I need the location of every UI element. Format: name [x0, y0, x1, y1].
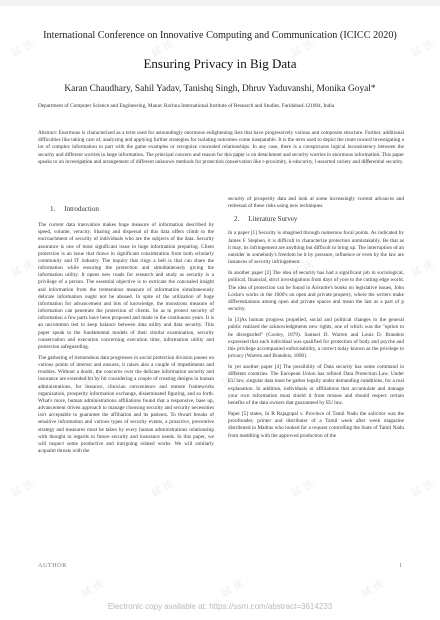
intro-section-heading: [50, 206, 214, 213]
watermark-mark: 試 读: [359, 368, 386, 390]
page-top-strip: [0, 0, 440, 6]
watermark-mark: 試 读: [219, 368, 246, 390]
section-title: Introduction: [64, 205, 99, 213]
conference-header: International Conference on Innovative Computing and Communication (ICICC 2020): [43, 30, 397, 41]
paper-title: Ensuring Privacy in Big Data: [143, 56, 297, 71]
footer-author-label: AUTHOR: [38, 562, 67, 569]
literature-paragraph-4: In yet another paper [4] The possibility of Data security has some command in different countries. The European Union has refined Data Protection Law. Under EU law, singular data must be gather legally under demanding conditions, for a real explanation. In addition, individuals or affiliations that accumulate and manage your own information must shield it from misuse and should respect certain benefits of the data owners that guaranteed by EU law.: [228, 364, 404, 406]
section-title: Literature Survey: [248, 215, 298, 224]
intro-paragraph-1: The current data innovation makes huge measure of information described by speed, volume, veracity. Sharing and dispersal of this data offers climb to the encroachment of security of individuals who are the subjects of the data. Security assurance is one of most significant issue in huge information preparing. Client protection is an issue that draws in significant consideration from both scholarly community and IT industry. The inquiry that rings a bell is that can share the information while ensuring the protection and simultaneously giving the information utility. It opens new roads for research and study as security is a privilege of a person. The essential objective is to extricate the concealed insight and information from the tremendous measure of information simultaneously delicate information ought not be abused. In spite of the utilization of huge information for advancement and bits of knowledge, the monstrous measure of information can penetrate the protection of clients. So as to protect security of information a few parts have been proposed and made in the continuous years. It is an uncommon test to keep balance between data utility and data security. This paper speak to the fundamental models of their similar examination, security conservation and execution concerning execution time, information utility and protection safeguarding.: [38, 222, 214, 350]
ssrn-availability-note: Electronic copy available at: https://ssrn.com/abstract=3614233: [107, 602, 333, 611]
intro-continuation: security of prosperity data and look at some increasingly current advances and redressal of these risks using new techniques.: [228, 196, 404, 210]
watermark-mark: 試 读: [149, 258, 176, 280]
watermark-mark: 試 读: [79, 578, 106, 600]
page-number: 1: [399, 562, 403, 569]
watermark-mark: 試 读: [79, 148, 106, 170]
watermark-mark: 試 读: [289, 478, 316, 500]
section-number: 2.: [234, 215, 240, 224]
watermark-mark: 試 读: [359, 578, 386, 600]
literature-paragraph-1: In a paper [1] Security is imagined through numerous focal points. As indicated by James F. Stephen, it is difficult to characterize protection unmistakably. Be that as it may, its infringement are anything but difficult to bring up. The interruption of an outsider in somebody's freedom be it by pressure, influence or even by the law are instances of security infringement.: [228, 230, 404, 266]
watermark-mark: 試 读: [409, 258, 436, 280]
watermark-mark: 試 读: [289, 38, 316, 60]
watermark-mark: 試 读: [9, 38, 36, 60]
literature-paragraph-3: In [3]As human progress propelled, social and political changes to the general public realized the acknowledgments new rights, one of which was the "option to be disregarded" (Cooley, 1879). Samuel D. Warren and Louis D. Brandeis expressed that each individual was qualified for protection of body and psyche and this privilege accompanied enforceability, a correct today known as the privilege to privacy (Warren and Brandeis, 1890).: [228, 317, 404, 359]
literature-section-heading: [234, 216, 404, 223]
watermark-mark: 試 读: [289, 258, 316, 280]
affiliation: Department of Computer Science and Engineering, Manav Rachna International Institute of Research and Studies, Faridabad-121004, India: [38, 103, 335, 109]
watermark-mark: 試 读: [409, 478, 436, 500]
author-list: Karan Chaudhary, Sahil Yadav, Tanishq Singh, Dhruv Yaduvanshi, Monika Goyal*: [64, 84, 376, 94]
watermark-mark: 試 读: [219, 148, 246, 170]
left-column: [38, 196, 214, 455]
literature-paragraph-5: Paper [5] states, In R Rajagopal v. Province of Tamil Nadu the solicitor was the proofreader, printer and distributer of a Tamil week after week magazine distributed in Madras who looked for a request controlling the State of Tamil Nadu from meddling with the approved production of the: [228, 411, 404, 439]
watermark-mark: 試 读: [79, 368, 106, 390]
watermark-mark: 試 读: [9, 478, 36, 500]
abstract: Abstract: Enormous is characterized as a term used for astoundingly enormous enlightening lists that have progressively various and composite structure. Further, additional difficulties like taking care of, analyzing and applying further strategies for isolating outcomes come inseparable. It is the term used to depict the route toward investigating a lot of complex information to part with the game examples or recognize concealed relationships. In any case, there is a conspicuous logical inconsistency between the security and different worries in large information. The principal concern and reason for this paper is on detachment and security worries in enormous information. This paper speaks to on investigation and arrangement of different unknown methods for protection conservation like t-proximity, k-obscurity, l-assorted variety and differential security.: [38, 130, 404, 165]
section-number: 1.: [50, 205, 56, 213]
watermark-mark: 試 读: [149, 38, 176, 60]
watermark-mark: 試 读: [409, 38, 436, 60]
intro-paragraph-2: The gathering of tremendous data progresses in social protection division passes on various points of interest and ensures, it raises also a couple of impediments and troubles. Without a doubt, the concerns over the delicate information security and insurance are extended bit by bit considering a couple of creating designs in human administrations, for instance, clinician convenience and remote frameworks organization, prosperity information exchange, disseminated figuring, and so forth. What's more, human administrations affiliations found that a responsive, base up, advancement driven approach to manage choosing security and security necessities isn't acceptable to guarantee the affiliation and its patients. To thwart breaks of sensitive information and various types of security events, a proactive, preventive strategy and measures must be taken by every human administrations relationship with thought in regards to future security and insurance needs. In this paper, we will inspect some productive and intriguing related works. We will similarly acquaint threats with the: [38, 354, 214, 454]
watermark-mark: 試 读: [9, 258, 36, 280]
right-column: [228, 196, 404, 440]
literature-paragraph-2: In another paper [2] The idea of security has had a significant job in sociological, political, financial, strict investigations from days of yore to the cutting edge world. The idea of protection can be found in Aristotle's books on legislative issues, John Locke's works in the 1600's on open and private property, where the writers make differentiations among open and private spaces and mean the last as a part of p security.: [228, 270, 404, 313]
watermark-mark: 試 读: [219, 578, 246, 600]
watermark-mark: 試 读: [359, 148, 386, 170]
watermark-mark: 試 读: [149, 478, 176, 500]
